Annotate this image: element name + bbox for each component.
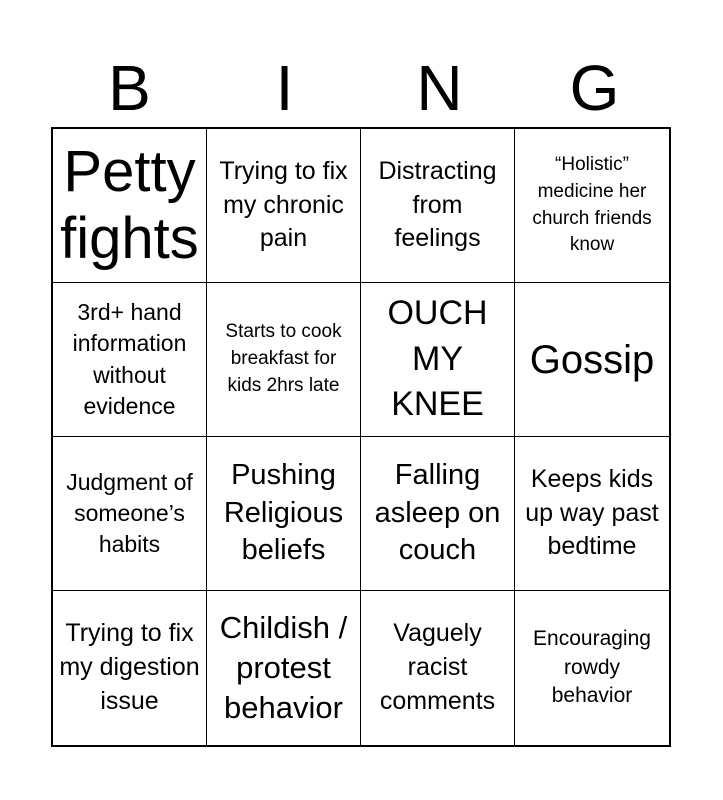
- bingo-cell[interactable]: [207, 129, 361, 283]
- header-letter-n: N: [416, 52, 463, 124]
- bingo-cell[interactable]: [515, 283, 669, 437]
- cell-text: Distracting from feelings: [378, 156, 497, 253]
- bingo-cell[interactable]: [361, 129, 515, 283]
- cell-text: Trying to fix my chronic pain: [219, 156, 348, 253]
- cell-text: Gossip: [529, 337, 655, 382]
- bingo-cell[interactable]: [207, 283, 361, 437]
- bingo-cell[interactable]: [53, 129, 207, 283]
- header-letter-b: B: [108, 52, 151, 124]
- cell-text: Encouraging rowdy behavior: [533, 627, 651, 708]
- cell-text: Judgment of someone’s habits: [66, 468, 193, 558]
- header-letter-g: G: [569, 52, 620, 124]
- bingo-cell[interactable]: [515, 437, 669, 591]
- cell-text: Trying to fix my digestion issue: [59, 619, 200, 715]
- bingo-cell[interactable]: [207, 591, 361, 745]
- bingo-card-grid: [51, 127, 671, 747]
- bingo-cell[interactable]: [207, 437, 361, 591]
- bingo-cell[interactable]: [53, 283, 207, 437]
- bingo-cell[interactable]: [515, 591, 669, 745]
- header-letter-i: I: [275, 52, 294, 124]
- cell-text: “Holistic” medicine her church friends know: [532, 153, 652, 256]
- cell-text: Keeps kids up way past bedtime: [525, 464, 659, 561]
- cell-text: OUCH MY KNEE: [387, 293, 488, 424]
- cell-text: Childish / protest behavior: [219, 609, 348, 726]
- cell-text: Starts to cook breakfast for kids 2hrs late: [225, 321, 342, 396]
- bingo-cell[interactable]: [53, 437, 207, 591]
- bingo-cell[interactable]: [361, 437, 515, 591]
- cell-text: Petty fights: [60, 138, 199, 271]
- bingo-cell[interactable]: [515, 129, 669, 283]
- bingo-cell[interactable]: [53, 591, 207, 745]
- bingo-cell[interactable]: [361, 591, 515, 745]
- cell-text: Vaguely racist comments: [379, 619, 496, 715]
- bingo-cell[interactable]: [361, 283, 515, 437]
- bingo-header: [52, 50, 672, 126]
- cell-text: 3rd+ hand information without evidence: [72, 299, 187, 419]
- cell-text: Falling asleep on couch: [374, 458, 501, 567]
- cell-text: Pushing Religious beliefs: [223, 458, 344, 567]
